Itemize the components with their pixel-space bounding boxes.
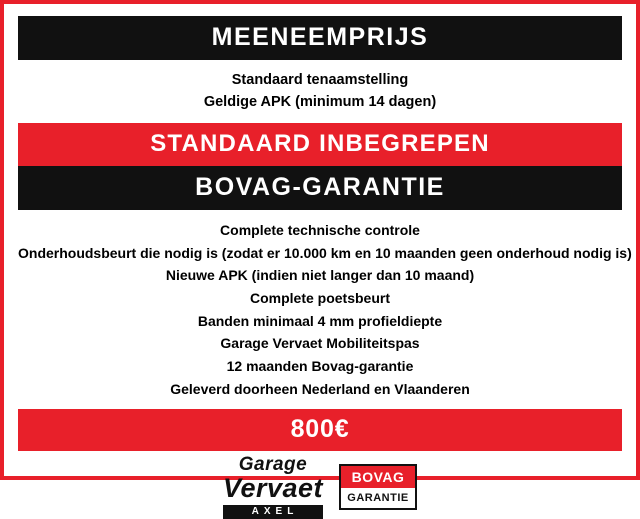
list-item: Complete technische controle bbox=[220, 221, 420, 238]
logo-bovag-top: BOVAG bbox=[341, 466, 415, 488]
bovag-garantie-logo bbox=[339, 464, 417, 510]
list-item: Geldige APK (minimum 14 dagen) bbox=[203, 94, 437, 111]
logo-garage-sub: AXEL bbox=[223, 505, 323, 519]
included-banner: STANDAARD INBEGREPEN bbox=[18, 123, 622, 166]
conditions-list bbox=[18, 60, 622, 123]
list-item: Banden minimaal 4 mm profieldiepte bbox=[197, 312, 443, 329]
list-item: Geleverd doorheen Nederland en Vlaanderen bbox=[170, 380, 470, 397]
warranty-list bbox=[18, 210, 632, 409]
logo-garage-top: Garage bbox=[238, 454, 308, 476]
list-item: 12 maanden Bovag-garantie bbox=[226, 357, 414, 374]
garage-vervaet-logo bbox=[223, 455, 323, 519]
logo-garage-main: Vervaet bbox=[222, 473, 324, 504]
list-item: Complete poetsbeurt bbox=[249, 289, 390, 306]
list-item: Nieuwe APK (indien niet langer dan 10 maand) bbox=[165, 267, 475, 284]
logo-bovag-bottom: GARANTIE bbox=[347, 492, 409, 505]
list-item: Garage Vervaet Mobiliteitspas bbox=[220, 335, 420, 352]
list-item: Onderhoudsbeurt die nodig is (zodat er 10.000 km en 10 maanden geen onderhoud nodig is) bbox=[18, 244, 632, 261]
list-item: Standaard tenaamstelling bbox=[231, 72, 409, 88]
warranty-title: BOVAG-GARANTIE bbox=[18, 166, 622, 210]
header-title: MEENEEMPRIJS bbox=[18, 16, 622, 60]
footer-logos bbox=[18, 451, 622, 519]
price-banner: 800€ bbox=[18, 409, 622, 451]
